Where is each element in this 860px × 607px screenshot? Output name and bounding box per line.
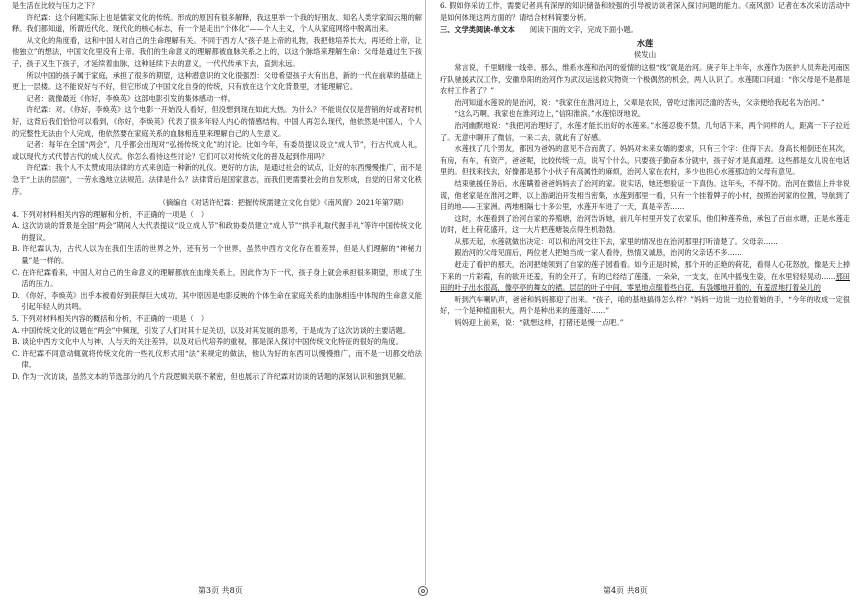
question-4-option: C. 在许纪霖看来，中国人对自己的生命意义的理解都放在血缘关系上，因此作为下一代，孩子身上就会承担很多期望，形成了生活的压力。 <box>12 267 422 289</box>
story-paragraph: 从那天起，水莲就做出决定：可以和治河交往下去，家里的情况也在治河那里打听清楚了。父母亲…… <box>454 236 778 246</box>
story-author: 侯发山 <box>633 50 657 60</box>
story-paragraph: 跟治河的父母见面后，两位老人把她当成一家人看待，热情又诚恳，治河的父亲话不多…… <box>454 248 742 258</box>
paragraph: 是生活在比较与压力之下？ <box>12 1 99 10</box>
paragraph: 记者：每年在全国“两会”，几乎都会出现对“弘扬传统文化”的讨论。比如今年，有委员提议设立“成人节”，行古代成人礼，或以现代方式代替古代的成人仪式。你怎么看待这些讨论？它们可以对传统文化的普及起到作用吗？ <box>12 140 422 161</box>
question-4-option: A. 这次访谈的背景是全国“两会”期间人大代表提议“设立成人节”和政协委员建立“成人节”“拱手礼取代握手礼”等许中国传统文化的提议。 <box>12 221 422 242</box>
story-paragraph: 治河幽默地说：“我把河治理好了，水莲才能长出好的水莲来。”水莲忍俊不禁，几句话下来，两个同样的人，距离一下子拉近了。无意中聊开了微信，一来二去，就此有了好感。 <box>440 120 850 142</box>
story-paragraph-text: 赶走了看护的那天，治河把她领到了自家的莲子园看看。如今正是时候，那个开的正艳的荷花，看得人心花怒放，像是天上掉下来的一片彩霞，有的欲开还羞，有的全开了，有的已经结了莲蓬，一朵朵，一支支，在风中摇曳生姿，在水里轻轻晃动…… <box>440 260 850 281</box>
column-divider <box>425 0 426 585</box>
story-title: 水莲 <box>636 37 654 48</box>
question-5-option: A. 中国传统文化的议题在“两会”中频现，引发了人们对其十足关切，以及对其发展的思考，于是成为了这次访谈的主要话题。 <box>12 325 411 335</box>
paragraph: 所以中国的孩子属于家庭，承担了很多的期望，这种潜意识的文化很强烈：父母希望孩子大有出息，新的一代在前辈的基础上更上一层楼。这不能说好与不好，但它形成了中国文化自身的传统，只有放在这个文化背景里，才能理解它。 <box>12 70 422 92</box>
paragraph: 许纪霖：这个问题实际上也是儒家文化的传统。形成的原因有很多解释，我这里举一个我的好朋友、知名人类学家阎云翔的解释。我们都知道，所谓近代化、现代化的核心标志，有一个是走出“个体化”——个人主义，个人从家庭网络中脱离出来。 <box>12 12 422 34</box>
paragraph: 从文化的角度看，这和中国人对自己的生命理解有关。不同于西方人“孩子是上帝的礼物，我把他培养长大，再还给上帝，让他独立”的想法，中国文化里没有上帝。我们的生命意义的理解都被血脉关系之上的，以这个脉络来理解生命：父母是通过生下孩子，孩子又生下孩子，才延续着血脉，这种延续下去的意义，一代代传承下去，直到永远。 <box>12 35 422 68</box>
page-number-right: 第4页 共8页 <box>603 586 648 595</box>
question-5-option: D. 作为一次访谈，虽然文本的节选部分的几个片段逻辑关联不紧密，但也展示了许纪霖对访谈的话题的深刻认识和独到见解。 <box>12 372 411 381</box>
question-6: 6. 假如你采访工作，需要记者具有深厚的知识储备和较强的引导被访谈者深入探讨问题的能力。《南风窗》记者在本次采访活动中是如何体现这两方面的？请结合材料简要分析。 <box>440 1 850 22</box>
story-paragraph: 治河知道水莲说的是治河，说：“我家住在淮河边上，父辈是农民，曾吃过淮河泛滥的苦头，父亲便给我起名为治河。” <box>454 97 825 107</box>
source-citation: （摘编自《对话许纪霖：把握传统需建立文化自觉》《南风窗》2021年第7期） <box>158 198 408 208</box>
story-paragraph: 水莲找了几个男友，都因为爸妈的意见不合而黄了。妈妈对未来女婿的要求，只有三个字：住得下去。身高长相倒还在其次，有房，有车，有资产，爸爸呢，比较传统一点，说写个什么，只要孩子勤奋本分就中，孩子好才是真道理。这些都是女儿说在电话里的。但找来找去，好像都是那个小伙子有高属性的麻烦，治河人家在农村，多少也担心水莲那边的父母有意见。 <box>440 144 850 177</box>
question-4-option: D. 《你好，李焕英》出乎本被看好到获得巨大成功，其中原因是电影反映的个体生命在家庭关系的血脉相连中体现的生命意义能引起年轻人的共鸣。 <box>12 290 422 312</box>
paragraph: 记者：就像最近《你好，李焕英》这部电影引发的集体感动一样。 <box>26 93 235 103</box>
question-5-stem: 5. 下列对材料相关内容的概括和分析，不正确的一项是（ ） <box>12 314 209 324</box>
underlined-passage: 那田田的叶子出水很高，像亭亭的舞女的裙。层层的叶子中间，零星地点缀着些白花，有袅娜地开着的，有羞涩地打着朵儿的 <box>440 271 850 293</box>
left-page <box>12 0 422 580</box>
story-paragraph: 常言说，千里姻缘一线牵。那么，维系水莲和治河的爱情的这根“线”就是治河。庚子年上半年，水莲作为医护人员奔赴河南医疗队驰援武汉工作，安徽阜阳的治河作为武汉运送救灾物资一个极偶然的机会，两人认识了。水莲随口问道：“你父母是不是都是农村工作者了？” <box>440 62 850 96</box>
story-paragraph <box>440 259 850 294</box>
section-heading <box>440 24 850 36</box>
paragraph: 许纪霖：我个人不太赞成用法律的方式来创造一种新的礼仪。更好的方法，是通过社会的试点，让好的东西慢慢推广，而不是急于“上法的层面”，一劳永逸地立法规范。法律是什么？法律背后是国家意志，而我们更需要社会的自发形成，自觉的日常文化秩序。 <box>12 163 422 196</box>
story-paragraph: “这么巧啊，我家也在淮河边上，”信阳淮滨。”水莲惊讶地说。 <box>454 109 646 119</box>
story-paragraph: 结束驰援任务后，水莲瞒着爸爸妈妈去了治河的家。说实话，她还想验证一下真伪。这年头，不得不防。治河在微信上并非说谎，他老家是在淮河之畔，以上游湖泊开发相当密集，水莲到那里一看，只有一个挂着牌子的小村，按照治河家的位置，导航到了目的地——王家洲。两地相隔七十多公里，水莲开车进了一天，真是辛苦…… <box>440 178 850 212</box>
question-5-option: C. 许纪霖不同意动辄就将传统文化的一些礼仪形式用“法”来规定的做法，他认为好的东西可以慢慢推广，而不是一切都交给法律。 <box>12 348 422 370</box>
question-5-option: B. 谈论中西方文化中人与神、人与天的关注差异，以及对后代培养的重视，都是深入探讨中国传统文化特征的很好的角度。 <box>12 337 403 347</box>
story-paragraph: 听到汽车喇叭声，爸爸和妈妈都迎了出来。“孩子，咱的基地搞得怎么样？”妈妈一边说一边拉着她的手，“今年的收成一定很好，一个是种植面积大，两个是种出来的莲蓬好……” <box>440 294 850 316</box>
paragraph: 许纪霖：对。《你好，李焕英》这个电影一开始没人看好，但没想到现在如此大热。为什么？不能说仅仅是营销的好或者时机好，这背后我们恰恰可以看到，《你好，李焕英》代表了很多年轻人内心的情感结构。中国人再怎么现代，他依然是中国人，个人的完整性无法由个人完成，他依然要在家庭关系的血脉相连里来理解自己的人生意义。 <box>12 105 422 138</box>
binding-mark-icon <box>418 586 428 596</box>
question-4-stem: 4. 下列对材料相关内容的理解和分析，不正确的一项是（ ） <box>12 209 209 219</box>
story-paragraph: 妈妈迎上前来，说：“就想这样，打猪还是慢一点吧。” <box>454 318 624 328</box>
right-page <box>440 0 850 580</box>
question-4-option: B. 许纪霖认为，古代人以为在我们生活的世界之外，还有另一个世界，虽然中西方文化存在着差异，但是人们理解的“神秘力量”是一样的。 <box>12 244 422 266</box>
section-instruction: 阅读下面的文字，完成下面小题。 <box>529 25 638 35</box>
story-paragraph: 这时，水莲看到了治河自家的养殖塘，治河告诉她，前几年村里开发了农家乐，他们种莲养鱼，承包了百亩水塘，正是水莲走访时，赶上荷花盛开，这一大片把莲塘装点得生机勃勃。 <box>440 213 850 235</box>
section-heading-label: 三、文学类阅读-单文本 <box>440 25 515 35</box>
page-number-left: 第3页 共8页 <box>198 586 243 595</box>
